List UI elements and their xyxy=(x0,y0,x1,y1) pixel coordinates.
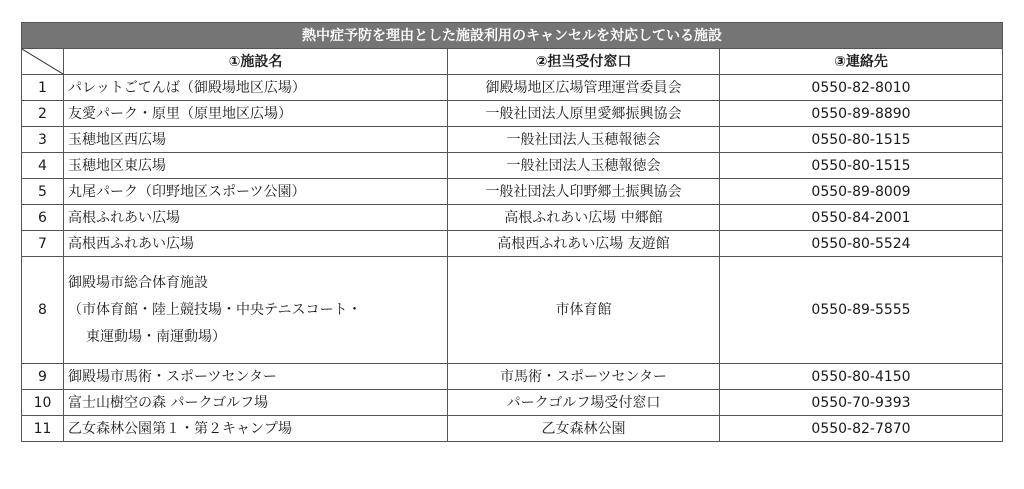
table-row xyxy=(22,416,1003,442)
facility-name: 友愛パーク・原里（原里地区広場） xyxy=(64,101,448,127)
row-number: 7 xyxy=(22,231,64,257)
facility-name: 御殿場市馬術・スポーツセンター xyxy=(64,364,448,390)
counter-name: パークゴルフ場受付窓口 xyxy=(448,390,720,416)
table-title: 熱中症予防を理由とした施設利用のキャンセルを対応している施設 xyxy=(22,23,1003,49)
contact-phone: 0550-89-8009 xyxy=(720,179,1003,205)
row-number: 11 xyxy=(22,416,64,442)
row-number: 1 xyxy=(22,75,64,101)
row-number: 2 xyxy=(22,101,64,127)
facility-name xyxy=(64,257,448,364)
facility-name: 富士山樹空の森 パークゴルフ場 xyxy=(64,390,448,416)
contact-phone: 0550-70-9393 xyxy=(720,390,1003,416)
counter-name: 一般社団法人印野郷土振興協会 xyxy=(448,179,720,205)
contact-phone: 0550-80-1515 xyxy=(720,127,1003,153)
contact-phone: 0550-84-2001 xyxy=(720,205,1003,231)
facility-name: パレットごてんば（御殿場地区広場） xyxy=(64,75,448,101)
contact-phone: 0550-89-8890 xyxy=(720,101,1003,127)
diagonal-line xyxy=(22,49,63,74)
contact-phone: 0550-80-1515 xyxy=(720,153,1003,179)
header-facility: ①施設名 xyxy=(64,49,448,75)
table-row xyxy=(22,75,1003,101)
row-number: 6 xyxy=(22,205,64,231)
corner-diagonal-cell xyxy=(22,49,64,75)
counter-name: 一般社団法人玉穂報徳会 xyxy=(448,127,720,153)
row-number: 5 xyxy=(22,179,64,205)
counter-name: 高根ふれあい広場 中郷館 xyxy=(448,205,720,231)
title-row xyxy=(22,23,1003,49)
facility-name: 丸尾パーク（印野地区スポーツ公園） xyxy=(64,179,448,205)
counter-name: 市体育館 xyxy=(448,257,720,364)
contact-phone: 0550-80-5524 xyxy=(720,231,1003,257)
counter-name: 乙女森林公園 xyxy=(448,416,720,442)
facility-name: 玉穂地区東広場 xyxy=(64,153,448,179)
table-row xyxy=(22,205,1003,231)
table-row xyxy=(22,127,1003,153)
counter-name: 一般社団法人原里愛郷振興協会 xyxy=(448,101,720,127)
facility-name-line: 御殿場市総合体育施設 xyxy=(68,274,208,291)
table-row xyxy=(22,153,1003,179)
facility-name: 玉穂地区西広場 xyxy=(64,127,448,153)
counter-name: 高根西ふれあい広場 友遊館 xyxy=(448,231,720,257)
row-number: 9 xyxy=(22,364,64,390)
table-row xyxy=(22,257,1003,364)
header-contact: ③連絡先 xyxy=(720,49,1003,75)
contact-phone: 0550-80-4150 xyxy=(720,364,1003,390)
facility-name: 高根西ふれあい広場 xyxy=(64,231,448,257)
table-row xyxy=(22,390,1003,416)
table-row xyxy=(22,364,1003,390)
facility-name: 高根ふれあい広場 xyxy=(64,205,448,231)
facility-table xyxy=(21,22,1003,442)
header-counter: ②担当受付窓口 xyxy=(448,49,720,75)
row-number: 3 xyxy=(22,127,64,153)
row-number: 10 xyxy=(22,390,64,416)
counter-name: 御殿場地区広場管理運営委員会 xyxy=(448,75,720,101)
facility-name: 乙女森林公園第１・第２キャンプ場 xyxy=(64,416,448,442)
facility-name-line: 東運動場・南運動場） xyxy=(86,328,226,345)
facility-name-line: （市体育館・陸上競技場・中央テニスコート・ xyxy=(68,301,362,318)
header-row xyxy=(22,49,1003,75)
contact-phone: 0550-82-7870 xyxy=(720,416,1003,442)
table-row xyxy=(22,179,1003,205)
row-number: 8 xyxy=(22,257,64,364)
contact-phone: 0550-82-8010 xyxy=(720,75,1003,101)
counter-name: 一般社団法人玉穂報徳会 xyxy=(448,153,720,179)
table-row xyxy=(22,101,1003,127)
counter-name: 市馬術・スポーツセンター xyxy=(448,364,720,390)
contact-phone: 0550-89-5555 xyxy=(720,257,1003,364)
row-number: 4 xyxy=(22,153,64,179)
table-row xyxy=(22,231,1003,257)
